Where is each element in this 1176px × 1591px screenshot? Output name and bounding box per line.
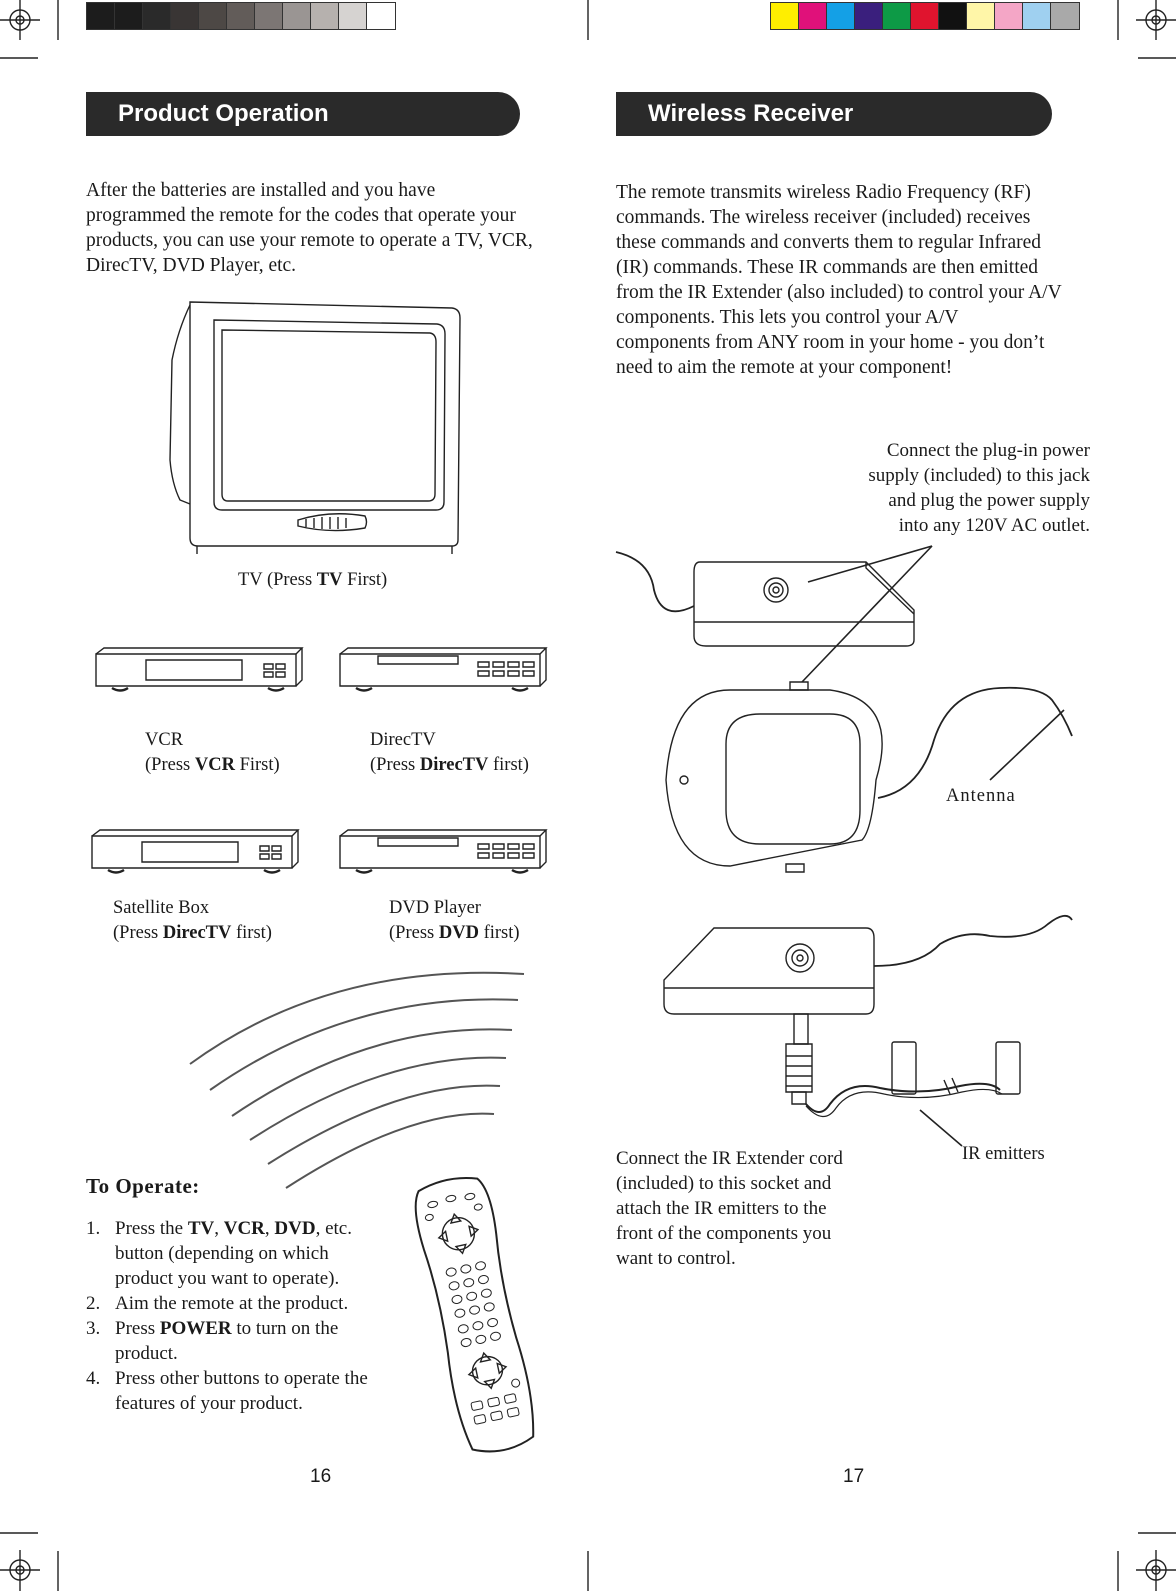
page-number-right: 17	[843, 1466, 865, 1487]
directv-caption	[370, 728, 529, 778]
vcr-caption	[145, 728, 280, 778]
step-button-name: VCR	[223, 1218, 265, 1239]
step-number: 4.	[86, 1368, 101, 1389]
step-button-name: TV	[187, 1218, 215, 1239]
satellite-caption-post: first)	[231, 923, 272, 943]
dvd-caption	[389, 896, 520, 946]
step-text: Aim the remote at the product.	[115, 1293, 349, 1314]
dvd-caption-button: DVD	[438, 923, 479, 943]
vcr-illustration	[96, 648, 302, 691]
dvd-caption-post: first)	[478, 923, 520, 943]
operate-step	[86, 1216, 376, 1291]
step-number: 3.	[86, 1318, 101, 1339]
step-text: , etc. button (depending on which product you want to operate).	[115, 1218, 352, 1289]
antenna-label: Antenna	[946, 786, 1016, 806]
power-supply-note: Connect the plug-in power supply (included) to this jack and plug the power supply into any 120V AC outlet.	[868, 440, 1090, 536]
satellite-caption-button: DirecTV	[162, 923, 232, 943]
ir-emitters-leader-line	[920, 1110, 962, 1146]
to-operate-title: To Operate:	[86, 1174, 200, 1198]
receiver-top-box-illustration	[616, 552, 914, 646]
registration-mark-top-right	[1136, 0, 1176, 40]
wireless-receiver-header: Wireless Receiver	[616, 92, 1052, 136]
operate-step	[86, 1316, 376, 1366]
registration-mark-bottom-right	[1136, 1550, 1176, 1591]
operate-steps-list	[86, 1216, 376, 1416]
vcr-caption-pre: (Press	[145, 755, 195, 775]
dvd-player-illustration	[340, 830, 546, 873]
product-operation-header: Product Operation	[86, 92, 520, 136]
remote-control-illustration	[410, 1172, 542, 1458]
step-text: Press the	[115, 1218, 188, 1239]
vcr-caption-post: First)	[234, 755, 280, 775]
receiver-body-illustration	[666, 682, 1072, 872]
ir-extender-note: Connect the IR Extender cord (included) to this socket and attach the IR emitters to the front of the components you want to control.	[616, 1148, 843, 1269]
step-text: ,	[264, 1218, 275, 1239]
step-button-name: POWER	[159, 1318, 232, 1339]
registration-mark-bottom-left	[0, 1550, 40, 1591]
step-button-name: DVD	[274, 1218, 316, 1239]
vcr-caption-button: VCR	[194, 755, 235, 775]
satellite-box-illustration	[92, 830, 298, 873]
step-number: 2.	[86, 1293, 101, 1314]
page-number-left: 16	[310, 1466, 332, 1487]
satellite-caption	[113, 896, 272, 946]
satellite-caption-pre: (Press	[113, 923, 163, 943]
vcr-caption-title: VCR	[145, 730, 184, 750]
dvd-caption-pre: (Press	[389, 923, 439, 943]
directv-caption-post: first)	[488, 755, 529, 775]
directv-illustration	[340, 648, 546, 691]
ir-extender-box-illustration	[664, 916, 1072, 1117]
step-text: to turn on the product.	[115, 1318, 339, 1364]
step-text: Press	[115, 1318, 160, 1339]
step-text: ,	[214, 1218, 224, 1239]
product-operation-intro: After the batteries are installed and you have programmed the remote for the codes that operate your products, you can use your remote to operate a TV, VCR, DirecTV, DVD Player, etc.	[86, 180, 533, 276]
satellite-caption-title: Satellite Box	[113, 898, 210, 918]
tv-caption-post: First)	[342, 570, 388, 590]
tv-illustration	[170, 302, 460, 554]
power-jack-leader-lines	[802, 546, 932, 682]
directv-caption-pre: (Press	[370, 755, 420, 775]
step-number: 1.	[86, 1218, 101, 1239]
directv-caption-button: DirecTV	[419, 755, 489, 775]
wireless-receiver-intro: The remote transmits wireless Radio Frequency (RF) commands. The wireless receiver (included) receives these commands and converts them to regular Infrared (IR) commands. These IR commands are then emitted from the IR Extender (also included) to control your A/V components. This lets you control your A/V components from ANY room in your home - you don’t need to aim the remote at your component!	[616, 182, 1062, 378]
operate-step	[86, 1291, 376, 1316]
directv-caption-title: DirecTV	[370, 730, 436, 750]
ir-emitters-label: IR emitters	[962, 1144, 1045, 1164]
registration-mark-top-left	[0, 0, 40, 40]
step-text: Press other buttons to operate the features of your product.	[115, 1368, 368, 1414]
tv-caption-button: TV	[316, 570, 343, 590]
signal-waves-illustration	[190, 973, 524, 1188]
tv-caption-pre: TV (Press	[238, 570, 317, 590]
dvd-caption-title: DVD Player	[389, 898, 481, 918]
tv-caption	[238, 568, 387, 593]
antenna-leader-line	[990, 710, 1064, 780]
operate-step	[86, 1366, 376, 1416]
